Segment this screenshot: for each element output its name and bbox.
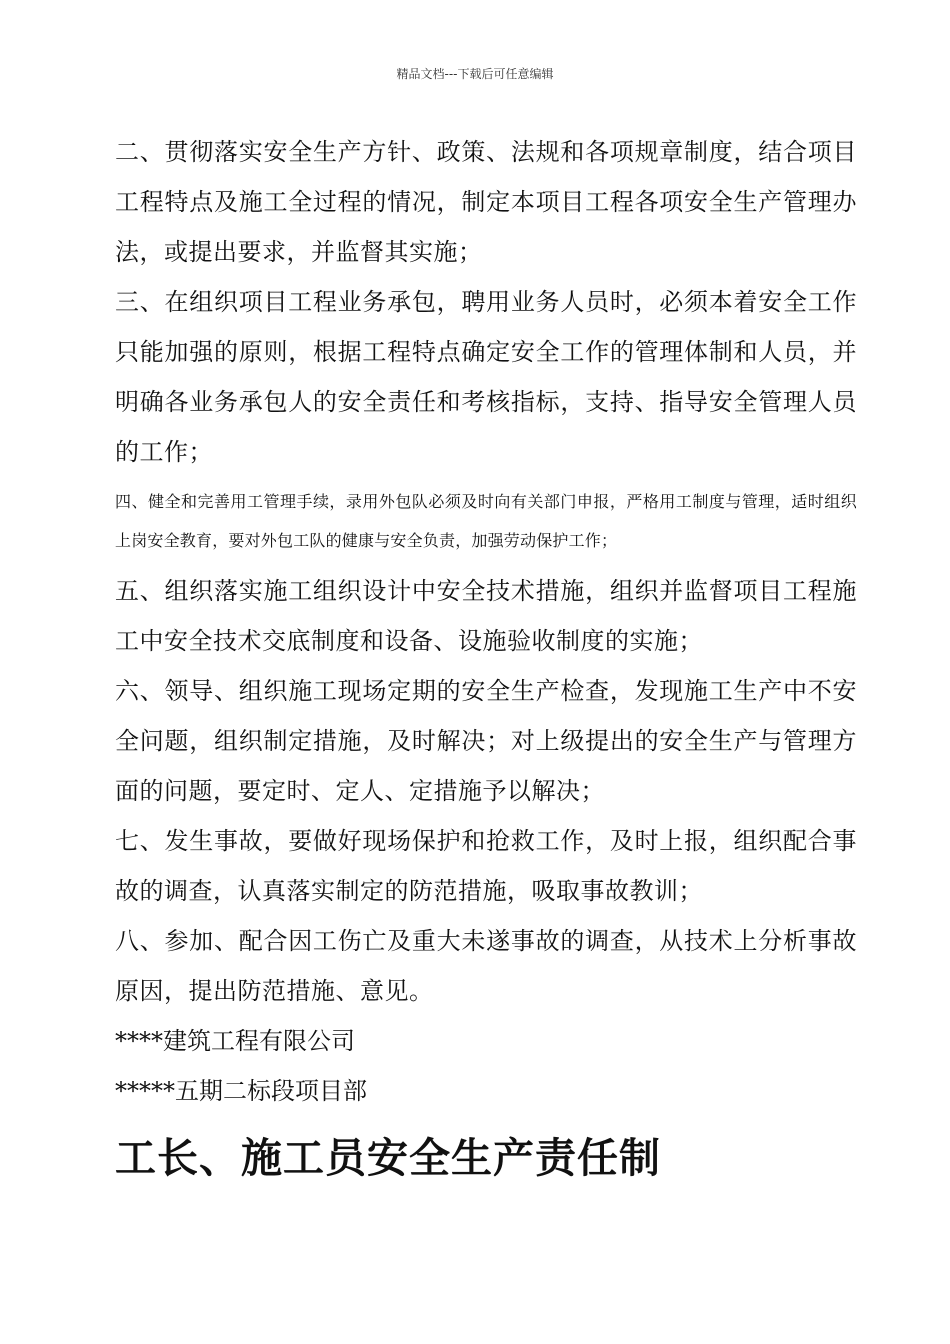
section-title: 工长、施工员安全生产责任制: [115, 1134, 661, 1182]
clause-6: 六、领导、组织施工现场定期的安全生产检查，发现施工生产中不安全问题，组织制定措施，及时解决；对上级提出的安全生产与管理方面的问题，要定时、定人、定措施予以解决；: [115, 677, 857, 805]
clause-5: 五、组织落实施工组织设计中安全技术措施，组织并监督项目工程施工中安全技术交底制度和设备、设施验收制度的实施；: [115, 577, 857, 655]
signature-company: ****建筑工程有限公司: [115, 1027, 355, 1055]
document-body: [115, 127, 857, 1188]
clause-2: 二、贯彻落实安全生产方针、政策、法规和各项规章制度，结合项目工程特点及施工全过程的情况，制定本项目工程各项安全生产管理办法，或提出要求，并监督其实施；: [115, 138, 857, 266]
clause-4: 四、健全和完善用工管理手续，录用外包队必须及时向有关部门申报，严格用工制度与管理，适时组织上岗安全教育，要对外包工队的健康与安全负责，加强劳动保护工作；: [115, 492, 857, 550]
signature-department: *****五期二标段项目部: [115, 1077, 367, 1105]
clause-7: 七、发生事故，要做好现场保护和抢救工作，及时上报，组织配合事故的调查，认真落实制定的防范措施，吸取事故教训；: [115, 827, 857, 905]
clause-8: 八、参加、配合因工伤亡及重大未遂事故的调查，从技术上分析事故原因，提出防范措施、意见。: [115, 927, 857, 1005]
page-header: 精品文档---下载后可任意编辑: [396, 67, 554, 81]
clause-3: 三、在组织项目工程业务承包，聘用业务人员时，必须本着安全工作只能加强的原则，根据工程特点确定安全工作的管理体制和人员，并明确各业务承包人的安全责任和考核指标，支持、指导安全管理人员的工作；: [115, 288, 857, 466]
